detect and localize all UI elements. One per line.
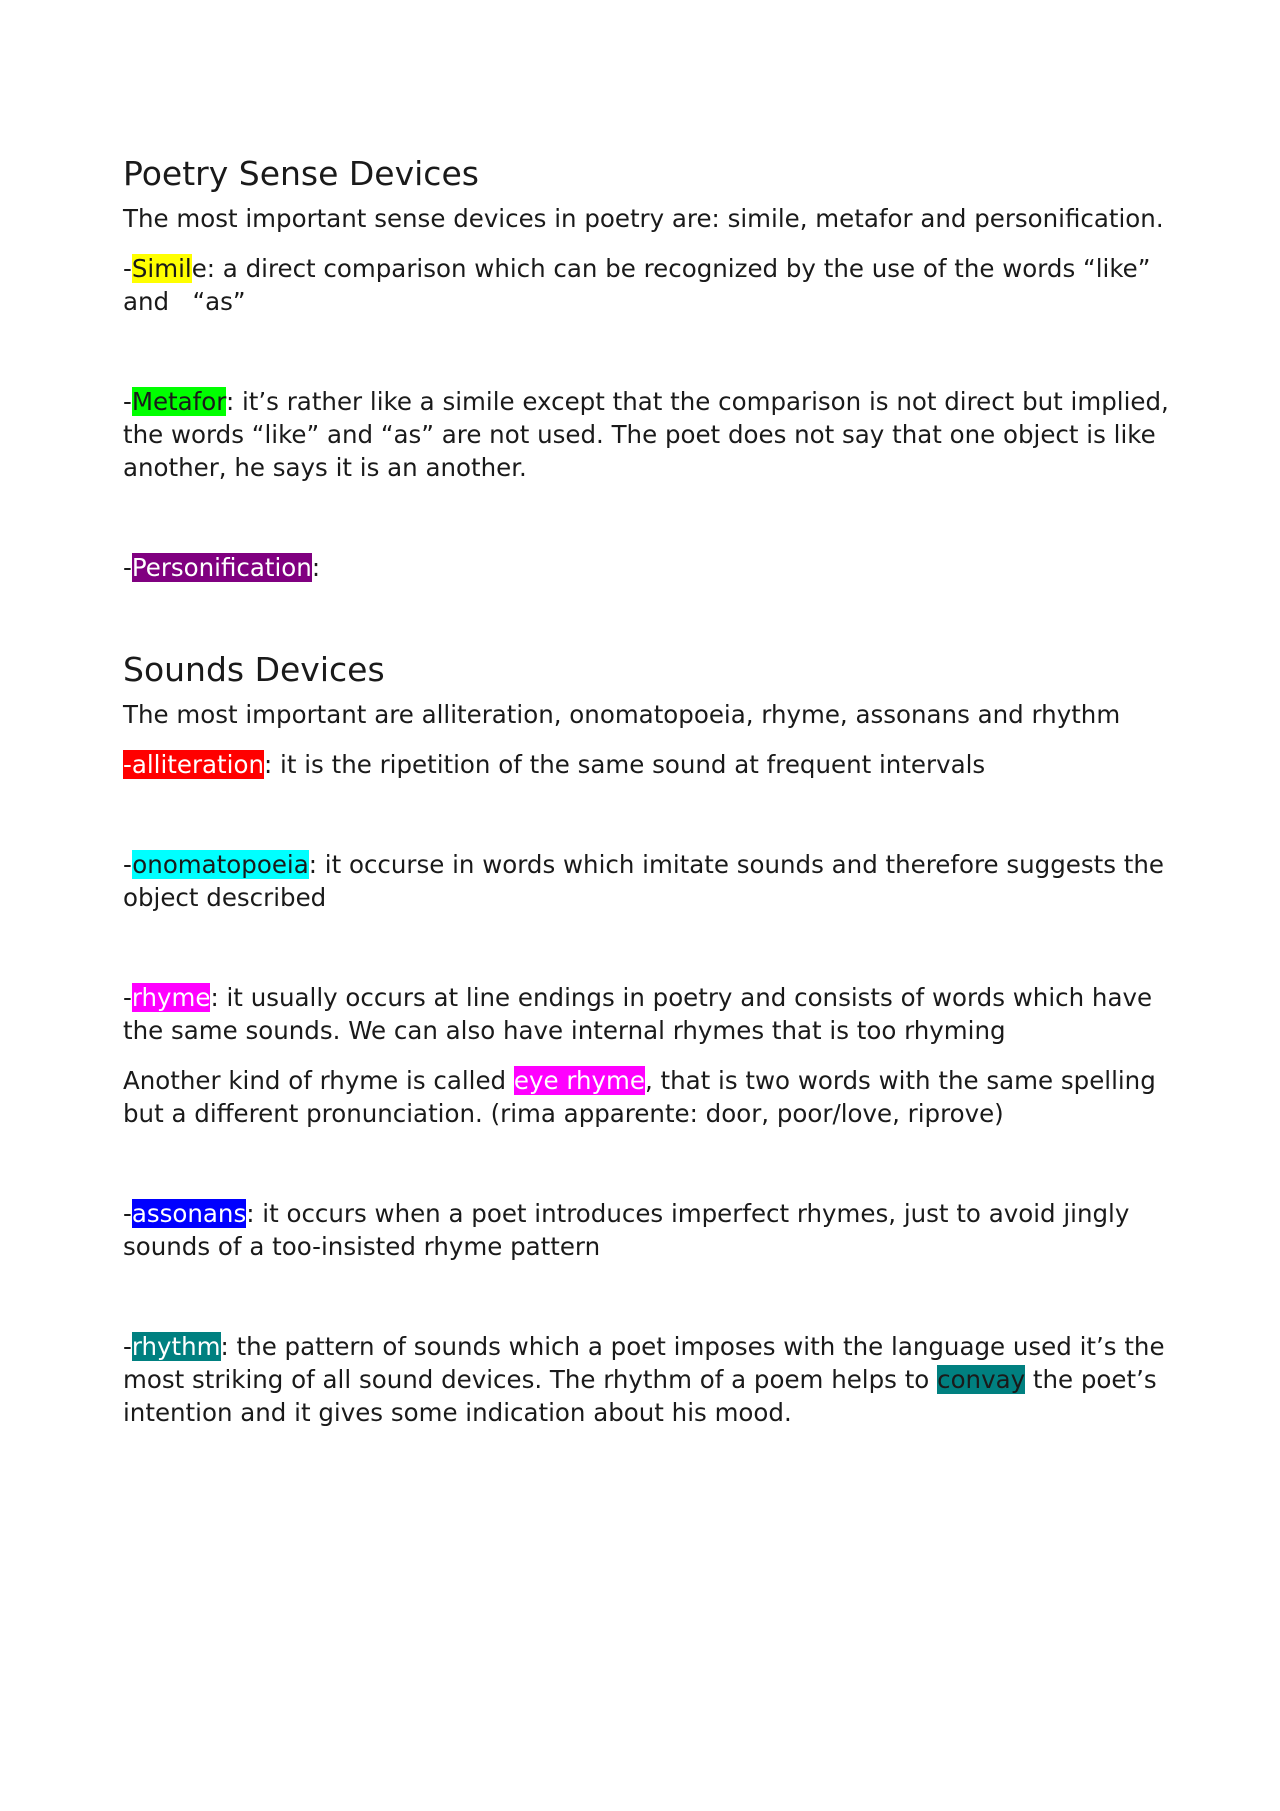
onomatopoeia-prefix: - bbox=[123, 850, 133, 879]
rhyme-text: : it usually occurs at line endings in poetry and consists of words which have the same sounds. We can also have internal rhymes that is too rhyming bbox=[123, 983, 1153, 1045]
eye-rhyme-term: eye rhyme bbox=[513, 1066, 645, 1095]
rhythm-prefix: - bbox=[123, 1332, 132, 1361]
simile-paragraph bbox=[123, 252, 1173, 318]
rhyme-paragraph bbox=[123, 981, 1173, 1047]
sense-devices-intro: The most important sense devices in poetry are: simile, metafor and personification. bbox=[123, 204, 1164, 233]
alliteration-text: : it is the ripetition of the same sound at frequent intervals bbox=[263, 750, 986, 779]
assonans-term: assonans bbox=[131, 1199, 247, 1228]
metafor-paragraph bbox=[123, 385, 1173, 484]
eye-rhyme-text: , that is two words with the same spelling but a different pronunciation. (rima apparente: door, poor/love, riprove) bbox=[123, 1066, 1156, 1128]
eye-rhyme-before: Another kind of rhyme is called bbox=[123, 1066, 514, 1095]
onomatopoeia-paragraph bbox=[123, 848, 1173, 914]
simile-prefix: - bbox=[123, 254, 132, 283]
assonans-text: : it occurs when a poet introduces imperfect rhymes, just to avoid jingly sounds of a too-insisted rhyme pattern bbox=[123, 1199, 1130, 1261]
rhythm-paragraph bbox=[123, 1330, 1173, 1429]
convay-term: convay bbox=[937, 1365, 1026, 1394]
document-page bbox=[123, 150, 1173, 1446]
section-title-sounds-devices: Sounds Devices bbox=[123, 650, 385, 689]
sounds-devices-intro: The most important are alliteration, onomatopoeia, rhyme, assonans and rhythm bbox=[123, 700, 1121, 729]
rhythm-text-end: the poet’s intention and it gives some indication about his mood. bbox=[123, 1365, 1157, 1427]
personification-term: Personification bbox=[131, 553, 312, 582]
section-title-sense-devices: Poetry Sense Devices bbox=[123, 154, 479, 193]
metafor-prefix: - bbox=[123, 387, 132, 416]
rhythm-text-middle: : the pattern of sounds which a poet imposes with the language used it’s the most striking of all sound devices. The rhythm of a poem helps to bbox=[123, 1332, 1165, 1394]
alliteration-term: -alliteration bbox=[123, 750, 264, 779]
eye-rhyme-paragraph bbox=[123, 1064, 1173, 1130]
rhyme-term: rhyme bbox=[131, 983, 211, 1012]
metafor-term: Metafor bbox=[131, 387, 226, 416]
personification-paragraph bbox=[123, 551, 1173, 584]
onomatopoeia-text: : it occurse in words which imitate sounds and therefore suggests the object described bbox=[123, 850, 1164, 912]
personification-prefix: - bbox=[123, 553, 132, 582]
simile-term: Simil bbox=[131, 254, 192, 283]
rhyme-prefix: - bbox=[123, 983, 132, 1012]
metafor-text: : it’s rather like a simile except that the comparison is not direct but implied, the words “like” and “as” are not used. The poet does not say that one object is like another, he says it is an another. bbox=[123, 387, 1169, 482]
personification-text: : bbox=[311, 553, 321, 582]
assonans-paragraph bbox=[123, 1197, 1173, 1263]
simile-text: e: a direct comparison which can be recognized by the use of the words “like” and “as” bbox=[123, 254, 1151, 316]
alliteration-paragraph bbox=[123, 748, 1173, 781]
onomatopoeia-term: onomatopoeia bbox=[132, 850, 309, 879]
rhythm-term: rhythm bbox=[131, 1332, 221, 1361]
assonans-prefix: - bbox=[123, 1199, 132, 1228]
